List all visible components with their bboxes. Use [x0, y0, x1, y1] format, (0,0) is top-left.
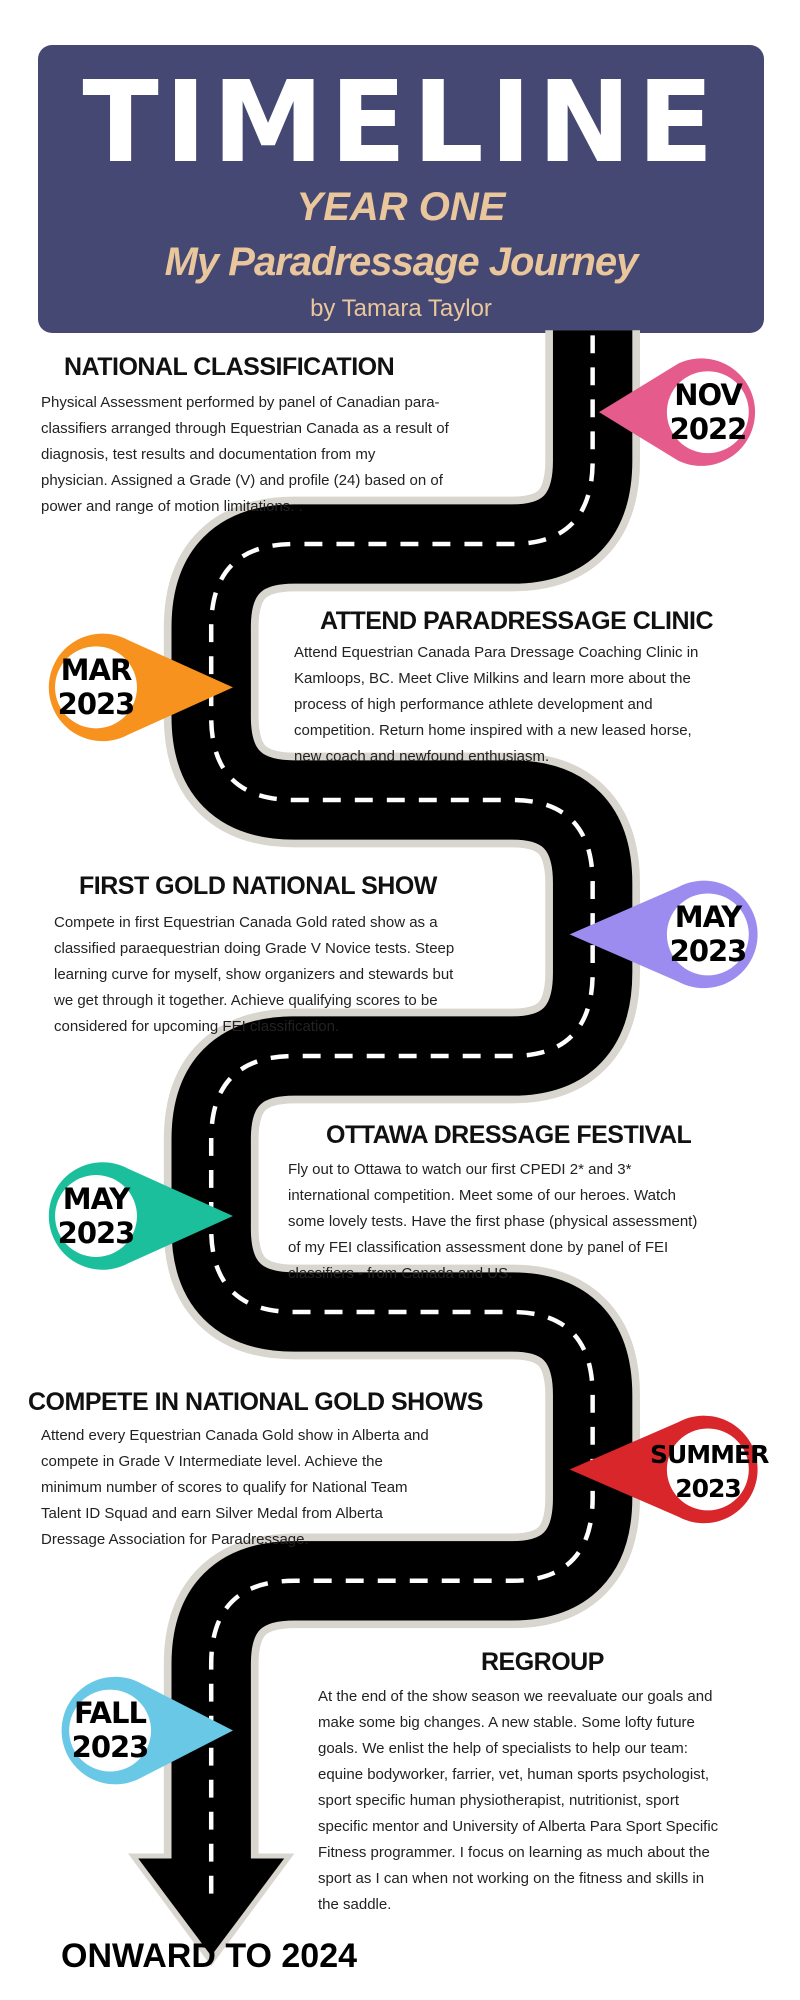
footer-caption: ONWARD TO 2024	[61, 1937, 358, 1975]
date-nov-2022: NOV 2022	[669, 378, 747, 446]
page-title: TIMELINE	[82, 58, 720, 188]
event-heading: FIRST GOLD NATIONAL SHOW	[79, 872, 437, 900]
date-mar-2023: MAR 2023	[57, 653, 135, 721]
event-description: Physical Assessment performed by panel of Canadian para- classifiers arranged through Equestrian Canada as a result of diagnosis, test results and documentation from my physician. Assigned a Grade (V) and profile (24) based on of power and range of motion limitations. .	[41, 394, 449, 515]
date-summer-2023: SUMMER 2023	[650, 1440, 769, 1503]
event-description: Attend every Equestrian Canada Gold show in Alberta and compete in Grade V Intermediate level. Achieve the minimum number of scores to qualify for National Team Talent ID Squad and earn Silver Medal from Alberta Dressage Association for Paradressage.	[41, 1427, 429, 1548]
subtitle-year: YEAR ONE	[296, 185, 506, 229]
event-heading: COMPETE IN NATIONAL GOLD SHOWS	[28, 1388, 483, 1416]
event-description: Compete in first Equestrian Canada Gold rated show as a classified paraequestrian doing Grade V Novice tests. Steep learning curve for myself, show organizers and stewards but we get through it together. Achieve qualifying scores to be considered for upcoming FEI classification.	[54, 914, 455, 1035]
date-fall-2023: FALL 2023	[71, 1696, 149, 1764]
event-description: Fly out to Ottawa to watch our first CPEDI 2* and 3* international competition. Meet some of our heroes. Watch some lovely tests. Have the first phase (physical assessment) of my FEI classification assessment done by panel of FEI classifiers - from Canada and US.	[288, 1161, 698, 1282]
event-heading: REGROUP	[481, 1648, 604, 1676]
event-heading: OTTAWA DRESSAGE FESTIVAL	[326, 1121, 692, 1149]
subtitle-journey: My Paradressage Journey	[164, 240, 638, 284]
date-may-2023-a: MAY 2023	[669, 900, 747, 968]
event-description: At the end of the show season we reevaluate our goals and make some big changes. A new stable. Some lofty future goals. We enlist the help of specialists to help our team: equine bodyworker, farrier, vet, human sports psychologist, sport specific human physiotherapist, nutritionist, sport specific mentor and University of Alberta Para Sport Specific Fitness programmer. I focus on learning as much about the sport as I can when not working on the fitness and skills in the saddle.	[318, 1688, 719, 1913]
date-may-2023-b: MAY 2023	[57, 1182, 135, 1250]
event-heading: NATIONAL CLASSIFICATION	[64, 353, 395, 381]
author-credit: by Tamara Taylor	[310, 295, 492, 322]
event-description: Attend Equestrian Canada Para Dressage Coaching Clinic in Kamloops, BC. Meet Clive Milkins and learn more about the process of high performance athlete development and competition. Return home inspired with a new leased horse, new coach and newfound enthusiasm.	[294, 644, 699, 765]
event-heading: ATTEND PARADRESSAGE CLINIC	[320, 607, 714, 635]
